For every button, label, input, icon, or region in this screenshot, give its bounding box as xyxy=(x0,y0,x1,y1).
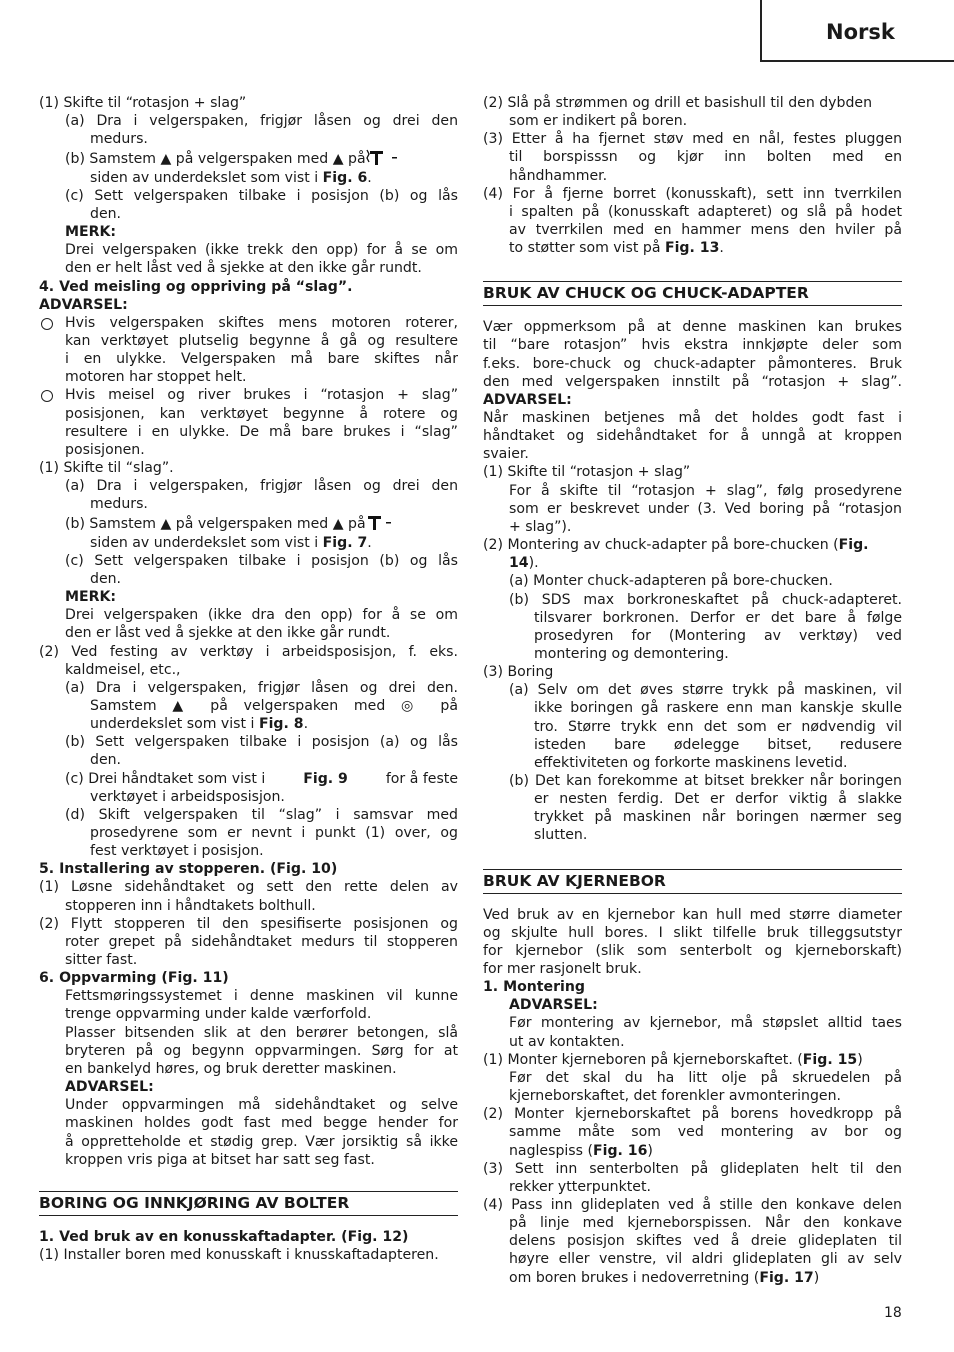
text-line: tro. Større trykk enn det som er nødvendig vil xyxy=(534,718,902,735)
text-line: Vær oppmerksom på at denne maskinen kan brukes xyxy=(483,319,902,336)
text-line: (1) Installer boren med konusskaft i knusskaftadapteren. xyxy=(39,1246,439,1263)
section-subheading: 6. Oppvarming (Fig. 11) xyxy=(39,970,229,987)
text-line: (4) For å fjerne borret (konusskaft), sett inn tverrkilen xyxy=(483,185,902,202)
text-line: (3) Boring xyxy=(483,664,554,681)
language-label: Norsk xyxy=(826,20,895,44)
text-line: medurs. xyxy=(90,131,148,148)
text-line: (2) Ved festing av verktøy i arbeidsposisjon, f. eks. xyxy=(39,643,458,660)
text-line: effektiviteten og forkorte maskinens levetid. xyxy=(534,754,848,771)
section-subheading: 1. Montering xyxy=(483,979,586,996)
text-line: resultere i en ulykke. De må bare brukes i “slag” xyxy=(65,423,458,440)
text-line: den. xyxy=(90,570,122,587)
text-line: den. xyxy=(90,205,122,222)
text-line: som er indikert på boren. xyxy=(509,113,688,130)
hammer-icon xyxy=(366,513,394,531)
text-line: naglespiss (Fig. 16) xyxy=(509,1142,653,1159)
text-line: tilsvarer borkronen. Derfor er det bare å følge xyxy=(534,609,902,626)
text-line: Før montering av kjernebor, må støpslet alltid taes xyxy=(509,1015,902,1032)
warning-heading: ADVARSEL: xyxy=(483,391,572,408)
text-line: kan verktøyet plutselig begynne å gå og resultere xyxy=(65,332,458,349)
text-line: ikke boringen gå raskere enn man kanskje skulle xyxy=(534,700,902,717)
text-line: på linje med kjerneborspissen. Når den konkave xyxy=(509,1215,902,1232)
text-line: kjerneborskaftet, det forenkler avmonteringen. xyxy=(509,1088,842,1105)
text-line: (a) Monter chuck-adapteren på bore-chucken. xyxy=(509,573,833,590)
text-line: er nesten ferdig. Det er derfor viktig å slakke xyxy=(534,791,902,808)
text-line: Når maskinen betjenes må det holdes godt fast i xyxy=(483,410,902,427)
text-line: den. xyxy=(90,752,122,769)
text-line: (1) Skifte til “slag”. xyxy=(39,459,174,476)
text-line: Under oppvarmingen må sidehåndtaket og selve xyxy=(65,1097,458,1114)
text-line: samme måte som ved montering av bor og xyxy=(509,1124,902,1141)
text-line: Plasser bitsenden slik at den berører betongen, slå xyxy=(65,1024,458,1041)
text-line: (c) Sett velgerspaken tilbake i posisjon (b) og lås xyxy=(65,187,458,204)
text-line: slutten. xyxy=(534,827,588,844)
warning-heading: ADVARSEL: xyxy=(65,1079,154,1096)
bullet-icon xyxy=(41,318,53,330)
text-line: Drei velgerspaken (ikke dra den opp) for å se om xyxy=(65,607,458,624)
right-column xyxy=(483,94,902,1287)
text-line: (3) Sett inn senterbolten på glideplaten helt til den xyxy=(483,1160,902,1177)
text-line: verktøyet i arbeidsposisjon. xyxy=(90,788,285,805)
text-line: (b) SDS max borkroneskaftet på chuck-adapteret. xyxy=(509,591,902,608)
note-heading: MERK: xyxy=(65,589,117,606)
text-line: i spalten på (konusskaft adapteret) og slå på hodet xyxy=(509,203,902,220)
text-line: f.eks. bore-chuck og chuck-adapter påmonteres. Bruk xyxy=(483,355,902,372)
text-line: (a) Dra i velgerspaken, frigjør låsen og drei den. xyxy=(65,679,458,696)
text-line: kroppen vris piga at bitset har satt seg fast. xyxy=(65,1151,375,1168)
text-line: prosedyren for (Montering av verktøy) ved xyxy=(534,627,902,644)
text-line: til “bare rotasjon” hvis ekstra innkjøpte deler som xyxy=(483,337,902,354)
text-line: håndtaket og sidehåndtaket for å unngå at kroppen xyxy=(483,428,902,445)
text-line: (a) Dra i velgerspaken, frigjør låsen og drei den xyxy=(65,113,458,130)
text-line: for mer rasjonelt bruk. xyxy=(483,961,642,977)
section-heading-kjernebor: BRUK AV KJERNEBOR xyxy=(483,869,902,894)
text-line: (b) Sett velgerspaken tilbake i posisjon (a) og lås xyxy=(65,734,458,751)
text-line: kaldmeisel, etc., xyxy=(65,661,181,678)
text-line: (b) Samstem ▲ på velgerspaken med ▲ på xyxy=(39,513,458,533)
text-line: (c) Sett velgerspaken tilbake i posisjon (b) og lås xyxy=(65,552,458,569)
language-tab xyxy=(760,0,954,62)
text-line: trenge oppvarming under kalde værforfold. xyxy=(65,1006,372,1023)
text-line: av tverrkilen med en hammer mens den hviler på xyxy=(509,222,902,239)
text-line: Samstem ▲ på velgerspaken med ◎ på xyxy=(90,697,458,714)
text-line: (a) Selv om det øves større trykk på maskinen, vil xyxy=(509,682,902,699)
text-line: til borspisssn og kjør inn bolten med en xyxy=(509,149,902,166)
section-subheading: 5. Installering av stopperen. (Fig. 10) xyxy=(39,861,338,878)
text-line: (d) Skift velgerspaken til “slag” i samsvar med xyxy=(65,806,458,823)
text-line: svaier. xyxy=(483,446,529,463)
section-subheading: 1. Ved bruk av en konusskaftadapter. (Fig. 12) xyxy=(39,1228,409,1245)
warning-heading: ADVARSEL: xyxy=(509,997,598,1014)
warning-heading: ADVARSEL: xyxy=(39,296,128,313)
text-line: og skjulte hull bores. I slikt tilfelle bruk tilleggsutstyr xyxy=(483,924,902,941)
text-line: siden av underdekslet som vist i Fig. 6. xyxy=(90,169,372,186)
text-line: Fettsmøringssystemet i denne maskinen vil kunne xyxy=(65,988,458,1005)
text-line: For å skifte til “rotasjon + slag”, følg prosedyrene xyxy=(509,482,902,499)
text-line: håndhammer. xyxy=(509,167,608,184)
text-line: (3) Etter å ha fjernet støv med en nål, festes pluggen xyxy=(483,131,902,148)
text-line: om boren brukes i nedoverretning (Fig. 17) xyxy=(509,1269,820,1286)
text-line: (2) Slå på strømmen og drill et basishull til den dybden xyxy=(483,95,873,111)
text-line: delens posisjon skiftes ved å dreie glideplaten til xyxy=(509,1233,902,1250)
text-line: (1) Skifte til “rotasjon + slag” xyxy=(483,464,691,481)
text-line: to støtter som vist på Fig. 13. xyxy=(509,240,724,257)
text-line: (b) Samstem ▲ på velgerspaken med ▲ på xyxy=(39,148,458,168)
text-line: 14). xyxy=(509,555,539,572)
hammer-drill-icon xyxy=(366,148,400,166)
text-line: (b) Det kan forekomme at bitset brekker når boringen xyxy=(509,773,902,789)
section-subheading: 4. Ved meisling og oppriving på “slag”. xyxy=(39,278,353,295)
text-line: den er helt låst ved å sjekke at den ikke går rundt. xyxy=(65,260,422,277)
section-heading-boring: BORING OG INNKJØRING AV BOLTER xyxy=(39,1191,458,1216)
text-line: (2) Flytt stopperen til den spesifiserte posisjonen og xyxy=(39,915,458,932)
bullet-line: Hvis velgerspaken skiftes mens motoren roterer, xyxy=(39,314,458,332)
text-line: medurs. xyxy=(90,496,148,513)
text-line: (c) Drei håndtaket som vist i Fig. 9 for å feste xyxy=(65,770,458,787)
text-line: (2) Monter kjerneborskaftet på borens hovedkropp på xyxy=(483,1106,902,1123)
text-line: isteden bare ødelegge bitset, redusere xyxy=(534,736,902,753)
note-heading: MERK: xyxy=(65,224,117,241)
text-line: Ved bruk av en kjernebor kan hull med større diameter xyxy=(483,906,902,923)
text-line: sitter fast. xyxy=(65,952,138,969)
text-line: stopperen inn i håndtakets bolthull. xyxy=(65,897,316,914)
text-line: montering og demontering. xyxy=(534,645,729,662)
text-line: Drei velgerspaken (ikke trekk den opp) for å se om xyxy=(65,242,458,259)
text-line: maskinen holdes godt fast med begge hender for xyxy=(65,1115,458,1132)
section-heading-chuck: BRUK AV CHUCK OG CHUCK-ADAPTER xyxy=(483,281,902,306)
text-line: posisjonen. xyxy=(65,441,145,458)
text-line: (a) Dra i velgerspaken, frigjør låsen og drei den xyxy=(65,478,458,495)
text-line: trykket på maskinen når boringen nærmer seg xyxy=(534,809,902,826)
text-line: prosedyrene som er nevnt i punkt (1) over, og xyxy=(90,824,458,841)
bullet-icon xyxy=(41,390,53,402)
text-line: bryteren på og begynn oppvarmingen. Sørg for at xyxy=(65,1042,458,1059)
text-line: for kjernebor (slik som senterbolt og kjerneborskaft) xyxy=(483,942,902,959)
bullet-line: Hvis meisel og river brukes i “rotasjon + slag” xyxy=(39,386,458,404)
text-line: + slag”). xyxy=(509,518,572,535)
text-line: (1) Skifte til “rotasjon + slag” xyxy=(39,95,247,111)
text-line: (2) Montering av chuck-adapter på bore-chucken (Fig. xyxy=(483,537,869,554)
text-line: en bankelyd høres, og bruk deretter maskinen. xyxy=(65,1060,397,1077)
text-line: som er beskrevet under (3. Ved boring på “rotasjon xyxy=(509,500,902,517)
text-line: å oppretteholde et stødig grep. Vær jorsiktig så ikke xyxy=(65,1133,458,1150)
text-line: posisjonen, kan verktøyet begynne å rotere og xyxy=(65,405,458,422)
text-line: Før det skal du ha litt olje på skruedelen på xyxy=(509,1069,902,1086)
text-line: den med velgerspaken innstilt på “rotasjon + slag”. xyxy=(483,373,902,390)
text-line: siden av underdekslet som vist i Fig. 7. xyxy=(90,534,372,551)
text-line: motoren har stoppet helt. xyxy=(65,369,247,386)
text-line: fest verktøyet i posisjon. xyxy=(90,843,264,860)
text-line: (1) Monter kjerneboren på kjerneborskaftet. (Fig. 15) xyxy=(483,1051,863,1068)
text-line: høyre eller venstre, vil aldri glideplaten gli av selv xyxy=(509,1251,902,1268)
page-number: 18 xyxy=(884,1305,902,1321)
text-line: roter grepet på sidehåndtaket medurs til stopperen xyxy=(65,933,458,950)
text-line: (1) Løsne sidehåndtaket og sett den rette delen av xyxy=(39,879,458,896)
text-line: den er låst ved å sjekke at den ikke går rundt. xyxy=(65,625,391,642)
text-line: i en ulykke. Velgerspaken må bare skiftes når xyxy=(65,351,458,368)
text-line: rekker ytterpunktet. xyxy=(509,1178,651,1195)
text-line: underdekslet som vist i Fig. 8. xyxy=(90,716,309,733)
text-line: ut av kontakten. xyxy=(509,1033,625,1050)
text-line: (4) Pass inn glideplaten ved å stille den konkave delen xyxy=(483,1196,902,1213)
left-column xyxy=(39,94,458,1264)
